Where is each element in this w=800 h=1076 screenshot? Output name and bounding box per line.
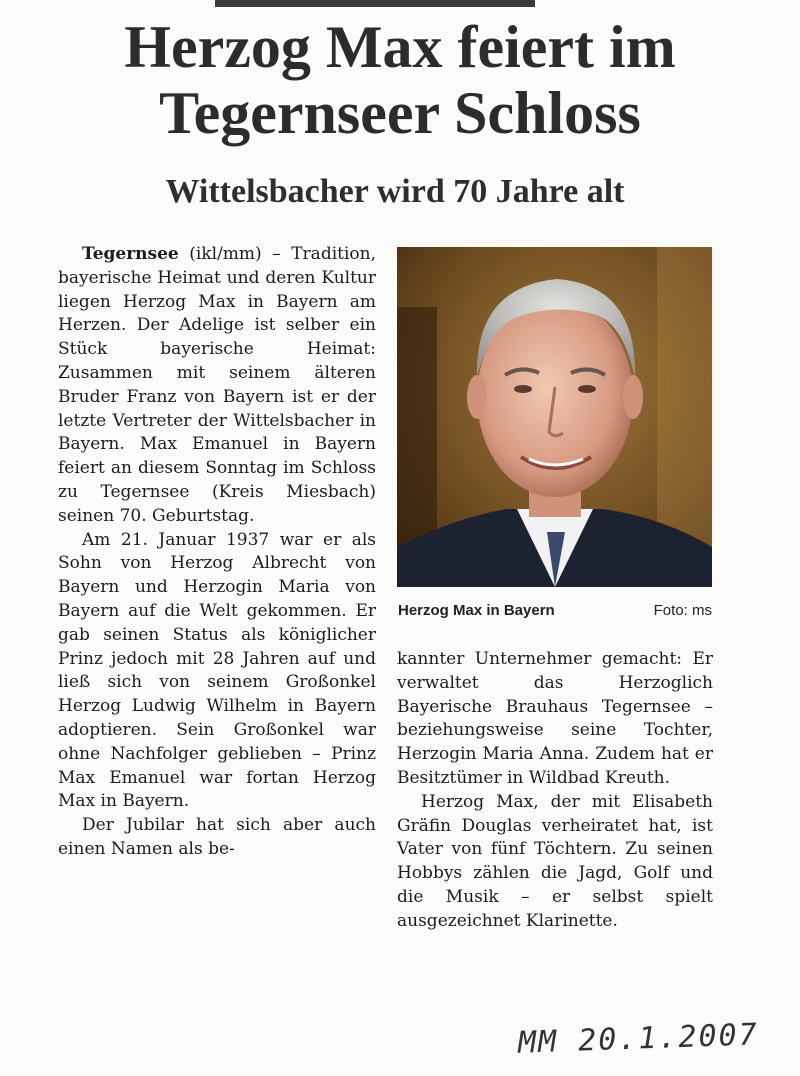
article-headline [0, 14, 800, 146]
dateline: Tegernsee [82, 244, 179, 264]
paragraph-1 [58, 243, 376, 529]
article-column-1 [58, 243, 376, 862]
handwritten-date-note: MM 20.1.2007 [517, 1017, 760, 1061]
top-edge-bar [215, 0, 535, 7]
paragraph-1-text: (ikl/mm) – Tradition, bayerische Heimat und deren Kultur liegen Herzog Max in Bayern am Herzen. Der Adelige ist selber ein Stück bayerische Heimat: Zusammen mit seinem älteren Bruder Franz von Bayern ist er der letzte Vertreter der Wittelsbacher in Bayern. Max Emanuel in Bayern feiert an diesem Sonntag im Schloss zu Tegernsee (Kreis Miesbach) seinen 70. Geburtstag. [58, 244, 376, 526]
headline-line-1: Herzog Max feiert im [124, 14, 676, 80]
photo-caption [398, 599, 714, 623]
portrait-illustration [397, 247, 712, 587]
photo-credit: Foto: ms [653, 602, 712, 619]
paragraph-4: kannter Unternehmer gemacht: Er verwaltet das Herzoglich Bayerische Brauhaus Tegernsee – beziehungsweise seine Tochter, Herzogin Maria Anna. Zudem hat er Besitztümer in Wildbad Kreuth. [397, 649, 713, 788]
paragraph-5: Herzog Max, der mit Elisabeth Gräfin Douglas verheiratet hat, ist Vater von fünf Töchtern. Zu seinen Hobbys zählen die Jagd, Golf und die Musik – er selbst spielt ausgezeichnet Klarinette. [397, 791, 713, 931]
paragraph-3: Der Jubilar hat sich aber auch einen Namen als be- [58, 815, 376, 859]
article-column-2 [397, 648, 713, 934]
caption-text: Herzog Max in Bayern [398, 602, 555, 619]
article-subheadline: Wittelsbacher wird 70 Jahre alt [165, 173, 625, 210]
paragraph-2: Am 21. Januar 1937 war er als Sohn von Herzog Albrecht von Bayern und Herzogin Maria von Bayern auf die Welt gekommen. Er gab seinen Status als königlicher Prinz jedoch mit 28 Jahren auf und ließ sich von seinem Großonkel Herzog Ludwig Wilhelm in Bayern adoptieren. Sein Großonkel war ohne Nachfolger geblieben – Prinz Max Emanuel war fortan Herzog Max in Bayern. [58, 529, 376, 812]
headline-line-2: Tegernseer Schloss [159, 80, 641, 146]
portrait-photo [397, 247, 712, 587]
